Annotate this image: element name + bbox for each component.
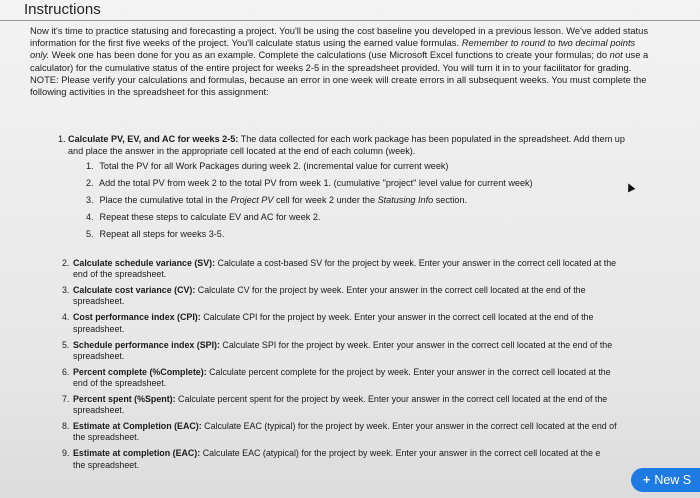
list-item-text: spreadsheet. — [73, 350, 125, 361]
list-item-heading: Estimate at Completion (EAC): — [73, 421, 202, 432]
list-item-number: 5. — [62, 339, 70, 350]
step-1 — [58, 134, 678, 158]
list-item — [62, 421, 672, 444]
list-item-text: end of the spreadsheet. — [73, 269, 167, 280]
list-item-text: Calculate percent spent for the project by week. Enter your answer in the correct cell located at the end of the — [175, 393, 608, 404]
list-item-number: 6. — [62, 366, 70, 377]
step-1-text-a: The data collected for each work package has been populated in the spreadsheet. Add them up — [238, 134, 625, 144]
list-item-text: Calculate SPI for the project by week. Enter your answer in the correct cell located at the end of the — [219, 339, 613, 350]
list-item-number: 9. — [62, 448, 70, 459]
list-item-heading: Cost performance index (CPI): — [73, 312, 201, 323]
list-item-text: the spreadsheet. — [73, 432, 140, 443]
list-item-text: Calculate EAC (atypical) for the project by week. Enter your answer in the correct cell located at the e — [200, 448, 601, 459]
list-item-heading: Calculate cost variance (CV): — [73, 285, 196, 296]
list-item-heading: Percent complete (%Complete): — [73, 366, 207, 377]
plus-icon: + — [643, 473, 651, 487]
list-item-text: the spreadsheet. — [73, 459, 140, 470]
list-item — [62, 367, 672, 390]
intro-line-2: information for the first five weeks of the project. You'll calculate status using the earned value formulas. — [30, 37, 462, 49]
substep — [86, 229, 678, 241]
list-item-text: Calculate CV for the project by week. Enter your answer in the correct cell located at the end of the — [195, 285, 586, 296]
list-item — [62, 340, 672, 363]
intro-line-1: Now it's time to practice statusing and forecasting a project. You'll be using the cost baseline you developed in a previous lesson. We've added status — [30, 25, 649, 36]
list-item-text: Calculate percent complete for the project by week. Enter your answer in the correct cell located at the — [206, 366, 611, 377]
list-item — [62, 448, 672, 471]
new-button[interactable] — [631, 468, 700, 492]
list-item — [62, 312, 672, 335]
list-item-heading: Estimate at completion (EAC): — [73, 448, 201, 459]
intro-line-3: Week one has been done for you as an example. Complete the calculations (use Microsoft Excel functions to create your formulas; do — [49, 49, 610, 61]
steps-list — [62, 258, 672, 476]
intro-line-4: calculator) for the cumulative status of the entire project for weeks 2-5 in the spreadsheet provided. You will turn it in to your facilitator for grading. — [30, 61, 632, 73]
list-item-text: end of the spreadsheet. — [73, 378, 167, 389]
list-item-heading: Schedule performance index (SPI): — [73, 339, 220, 350]
page-title: Instructions — [24, 1, 101, 18]
list-item-text: Calculate CPI for the project by week. Enter your answer in the correct cell located at the end of the — [200, 312, 594, 323]
step-1-text-b: and place the answer in the appropriate cell located at the end of each column (week). — [68, 145, 416, 156]
intro-emphasis-round: Remember to round to two decimal points — [461, 37, 636, 49]
list-item-heading: Percent spent (%Spent): — [73, 393, 176, 404]
substep — [86, 178, 678, 190]
list-item-heading: Calculate schedule variance (SV): — [73, 258, 216, 268]
substep-text: Repeat all steps for weeks 3-5. — [99, 229, 225, 240]
list-item-text: Calculate EAC (typical) for the project by week. Enter your answer in the correct cell located at the end of — [201, 421, 617, 432]
title-divider — [0, 20, 700, 21]
substep — [86, 161, 678, 173]
substep — [86, 195, 678, 207]
intro-emphasis-only: only. — [30, 49, 50, 61]
list-item-text: spreadsheet. — [73, 323, 125, 334]
list-item-number: 3. — [62, 285, 70, 296]
intro-line-3-end: use a — [622, 49, 649, 61]
substep-text: cell for week 2 under the — [273, 195, 378, 205]
list-item-text: spreadsheet. — [73, 296, 125, 307]
substep-text: Repeat these steps to calculate EV and AC for week 2. — [99, 212, 321, 223]
intro-paragraph — [30, 25, 694, 98]
list-item — [62, 258, 672, 281]
list-item-number: 7. — [62, 393, 70, 404]
list-item — [62, 394, 672, 417]
list-item-number: 8. — [62, 421, 70, 432]
substep-number: 1. — [86, 160, 94, 171]
list-item-text: Calculate a cost-based SV for the project by week. Enter your answer in the correct cell located at the — [215, 258, 617, 268]
step-1-number: 1. — [58, 134, 66, 144]
list-item-number: 2. — [62, 258, 70, 268]
new-button-label: New S — [654, 473, 692, 487]
substep-text: Add the total PV from week 2 to the total PV from week 1. (cumulative "project" level value for current week) — [99, 177, 533, 188]
list-item-text: spreadsheet. — [73, 405, 125, 416]
substep-number: 3. — [86, 195, 94, 205]
substep — [86, 212, 678, 224]
substep-number: 5. — [86, 229, 94, 240]
intro-line-5: NOTE: Please verify your calculations and formulas, because an error in one week will create errors in all subsequent weeks. You must complete the — [30, 73, 647, 85]
substep-number: 4. — [86, 212, 94, 223]
step-1-section — [58, 134, 678, 246]
substep-text: Place the cumulative total in the — [99, 195, 231, 205]
list-item — [62, 285, 672, 308]
intro-line-6: following activities in the spreadsheet for this assignment: — [30, 86, 269, 98]
substep-emphasis-statusing-info: Statusing Info — [377, 195, 434, 205]
substep-number: 2. — [86, 177, 94, 188]
step-1-substeps — [86, 161, 678, 241]
substep-emphasis-project-pv: Project PV — [230, 195, 274, 205]
list-item-number: 4. — [62, 312, 70, 323]
substep-text: section. — [433, 195, 468, 205]
step-1-heading: Calculate PV, EV, and AC for weeks 2-5: — [68, 134, 239, 144]
substep-text: Total the PV for all Work Packages during week 2. (incremental value for current week) — [99, 160, 449, 171]
intro-emphasis-not: not — [609, 49, 623, 61]
